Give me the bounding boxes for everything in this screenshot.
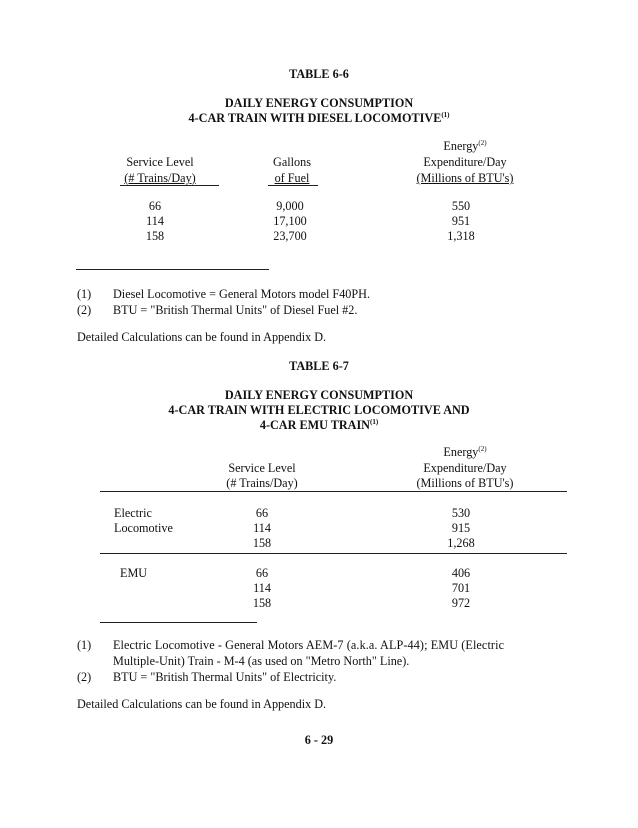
t66-row-energy: 550 xyxy=(451,199,471,213)
t67-row-service: 158 xyxy=(252,596,272,610)
t67-col-energy-header-line1: Expenditure/Day xyxy=(423,461,507,475)
t67-header-rule xyxy=(100,491,567,492)
t66-col-service-underline xyxy=(120,185,219,186)
t67-footnote-text: Electric Locomotive - General Motors AEM-7 (a.k.a. ALP-44); EMU (Electric xyxy=(113,638,505,652)
t66-col-service-header-line1: Service Level xyxy=(126,155,194,169)
t66-footnote-mark: (2) xyxy=(77,303,92,317)
t67-footnote-separator xyxy=(100,622,257,623)
t67-footnote-text: BTU = "British Thermal Units" of Electricity. xyxy=(113,670,337,684)
t67-col-energy-header-line2: (Millions of BTU's) xyxy=(416,476,514,490)
table-6-7-heading-line1: DAILY ENERGY CONSUMPTION xyxy=(224,388,414,402)
t67-row-service: 114 xyxy=(253,521,271,535)
t66-col-energy-header-line0: Energy$^{(2)}$ xyxy=(443,139,487,153)
t67-group-label: EMU xyxy=(120,566,148,580)
t67-row-service: 114 xyxy=(253,581,271,595)
t66-footnote-mark: (1) xyxy=(77,287,92,301)
t66-col-energy-header-line1: Expenditure/Day xyxy=(423,155,507,169)
t66-row-energy: 951 xyxy=(451,214,471,228)
t66-col-service-header-line2: (# Trains/Day) xyxy=(124,171,196,185)
t66-col-energy-header-line2: (Millions of BTU's) xyxy=(416,171,514,185)
t67-row-energy: 1,268 xyxy=(447,536,475,550)
t66-row-service: 66 xyxy=(148,199,162,213)
table-6-7-heading-line2: 4-CAR TRAIN WITH ELECTRIC LOCOMOTIVE AND xyxy=(168,403,470,417)
t67-row-energy: 972 xyxy=(451,596,471,610)
t66-footnote-separator xyxy=(76,269,269,270)
table-6-6-heading-line2: 4-CAR TRAIN WITH DIESEL LOCOMOTIVE$^{(1)}$ xyxy=(188,111,450,125)
t66-footnote-text: Diesel Locomotive = General Motors model F40PH. xyxy=(113,287,371,301)
t67-group-separator xyxy=(100,553,567,554)
t67-group-label: Electric xyxy=(114,506,152,520)
t67-footnote-mark: (2) xyxy=(77,670,92,684)
t66-row-service: 114 xyxy=(146,214,164,228)
t67-row-energy: 406 xyxy=(451,566,471,580)
t66-footnote-text: BTU = "British Thermal Units" of Diesel Fuel #2. xyxy=(113,303,358,317)
t66-col-gallons-header-line1: Gallons xyxy=(273,155,311,169)
t67-footnote-text: Multiple-Unit) Train - M-4 (as used on "Metro North" Line). xyxy=(113,654,410,668)
t67-col-energy-header-line0: Energy$^{(2)}$ xyxy=(443,445,487,459)
t67-row-energy: 530 xyxy=(451,506,471,520)
t67-group-label: Locomotive xyxy=(114,521,173,535)
t67-row-energy: 701 xyxy=(451,581,471,595)
t67-row-service: 158 xyxy=(252,536,272,550)
table-6-7-title: TABLE 6-7 xyxy=(289,359,349,373)
t67-row-energy: 915 xyxy=(451,521,471,535)
t66-row-gallons: 17,100 xyxy=(273,214,307,228)
page-number: 6 - 29 xyxy=(304,733,334,747)
t66-col-gallons-header-line2: of Fuel xyxy=(274,171,310,185)
t67-footnote-mark: (1) xyxy=(77,638,92,652)
t66-row-gallons: 23,700 xyxy=(273,229,307,243)
t66-col-gallons-underline xyxy=(268,185,318,186)
t67-row-service: 66 xyxy=(255,566,269,580)
t67-col-service-header-line2: (# Trains/Day) xyxy=(226,476,298,490)
table-6-7-heading-line3: 4-CAR EMU TRAIN$^{(1)}$ xyxy=(259,418,379,432)
t66-row-service: 158 xyxy=(145,229,165,243)
t66-row-energy: 1,318 xyxy=(447,229,475,243)
t67-appendix-note: Detailed Calculations can be found in Appendix D. xyxy=(77,697,327,711)
t67-col-service-header-line1: Service Level xyxy=(228,461,296,475)
t67-row-service: 66 xyxy=(255,506,269,520)
table-6-6-title: TABLE 6-6 xyxy=(289,67,349,81)
table-6-6-heading-line1: DAILY ENERGY CONSUMPTION xyxy=(224,96,414,110)
t66-row-gallons: 9,000 xyxy=(276,199,304,213)
t66-appendix-note: Detailed Calculations can be found in Appendix D. xyxy=(77,330,327,344)
